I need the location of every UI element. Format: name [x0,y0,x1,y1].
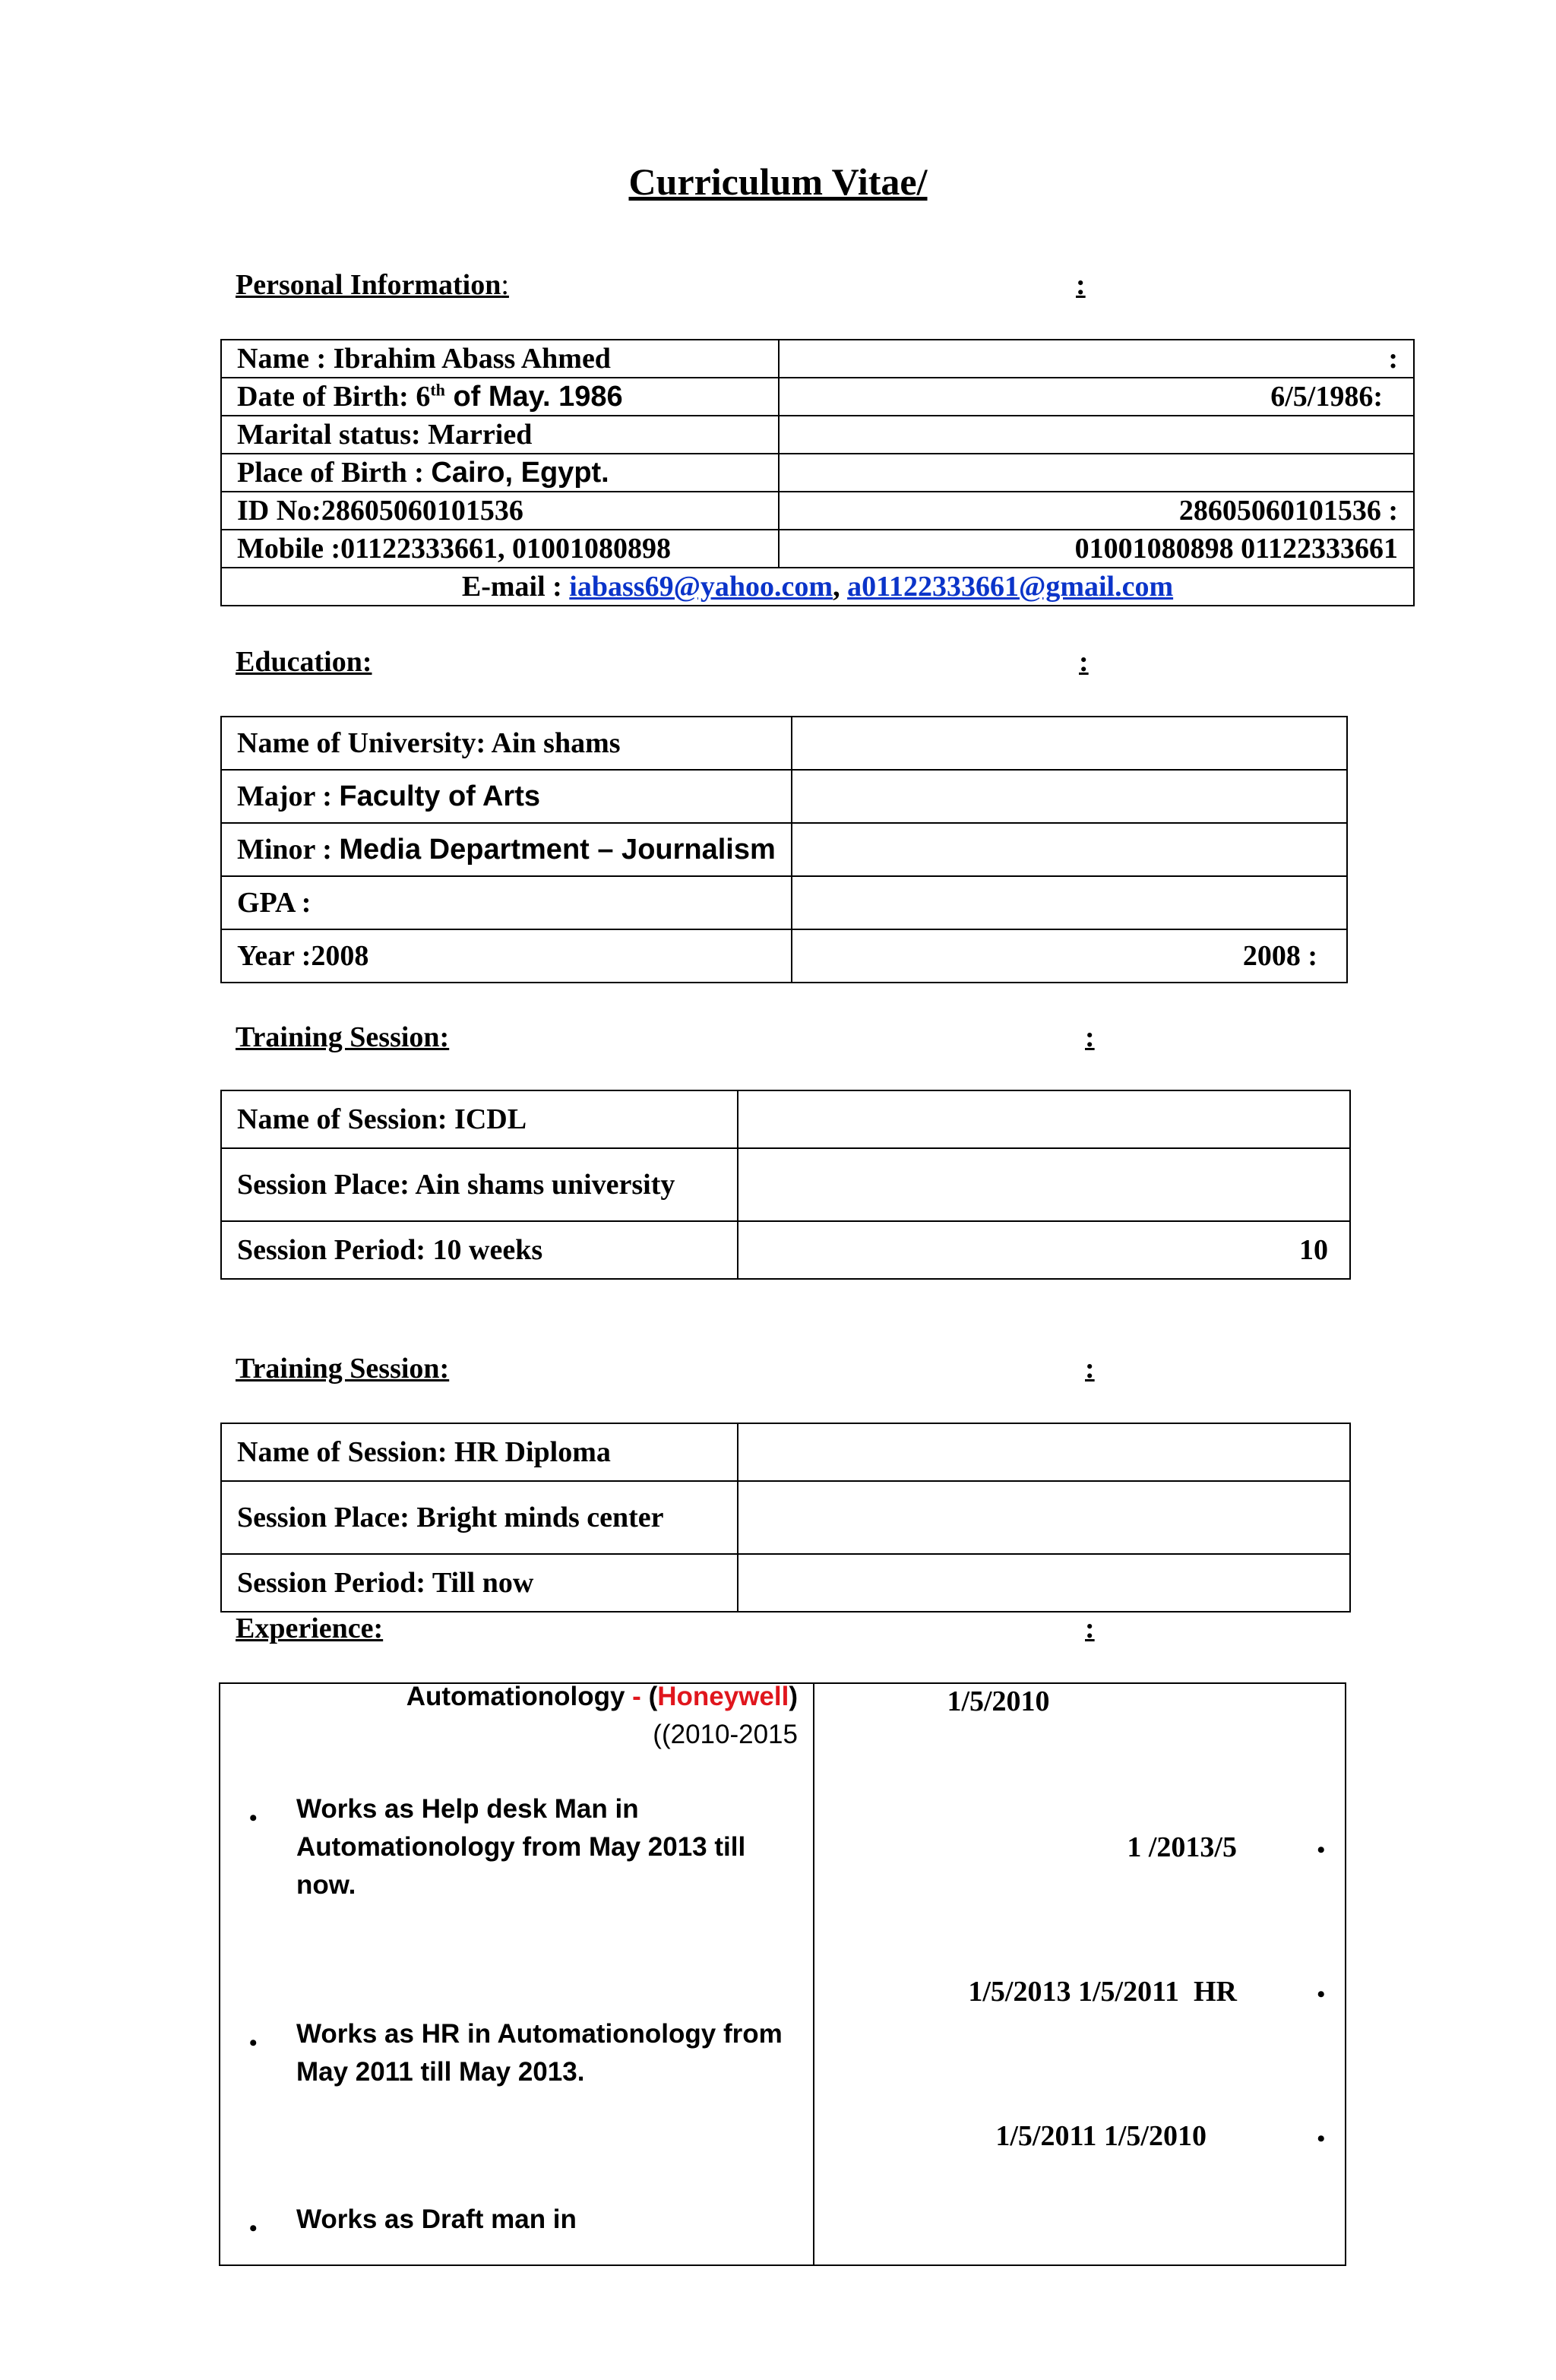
major-cell [221,770,792,823]
major-pre: Major : [237,780,340,812]
table-row [221,770,1347,823]
personal-heading [236,271,509,299]
table-row [221,929,1347,983]
table-row [221,823,1347,876]
session1-place-cell-right [738,1148,1350,1221]
experience-table [219,1682,1346,2266]
session2-period-cell: Session Period: Till now [221,1554,738,1612]
table-row [221,1221,1350,1279]
table-row [221,454,1414,492]
table-row [221,1481,1350,1554]
session2-name-cell-right [738,1423,1350,1481]
gpa-cell: GPA : [221,876,792,929]
bullet-3: • [249,2216,258,2241]
university-cell-right [792,717,1347,770]
session2-place-cell: Session Place: Bright minds center [221,1481,738,1554]
year-cell-right: 2008 : [792,929,1347,983]
table-row [221,378,1414,416]
gpa-cell-right [792,876,1347,929]
personal-heading-colon: : [1076,269,1086,301]
training2-heading-colon: : [1085,1353,1095,1385]
session1-name-cell-right [738,1090,1350,1148]
major-sans: Faculty of Arts [339,780,540,812]
bullet-right-3: • [1317,2126,1325,2151]
table-row [221,876,1347,929]
brand-close: ) [789,1682,798,1711]
minor-sans: Media Department – Journalism [339,834,776,866]
mobile-cell-right: 01001080898 01122333661 [779,530,1415,568]
session1-place-cell: Session Place: Ain shams university [221,1148,738,1221]
dob-cell-right: 6/5/1986: [779,378,1415,416]
bullet-1: • [249,1806,258,1831]
email-separator: , [833,571,848,603]
page-title: Curriculum Vitae/ [628,160,928,203]
name-cell-right: : [779,340,1415,378]
experience-heading: Experience: [236,1613,384,1644]
pob-cell [221,454,779,492]
university-cell: Name of University: Ain shams [221,717,792,770]
personal-heading-text: Personal Information [236,269,501,301]
company-paren: ( [640,1682,658,1711]
training1-heading-colon: : [1085,1021,1095,1053]
table-row [221,1423,1350,1481]
training2-heading: Training Session: [236,1353,450,1385]
year-cell: Year :2008 [221,929,792,983]
table-row [221,1090,1350,1148]
table-row [221,568,1414,606]
minor-cell-right [792,823,1347,876]
experience-right-item-2: 1/5/2013 1/5/2011 HR [968,1976,1237,2008]
table-row [221,1554,1350,1612]
dob-cell [221,378,779,416]
experience-right-start: 1/5/2010 [947,1685,1050,1717]
experience-item-1: Works as Help desk Man in Automationology from May 2013 till now. [296,1794,746,1900]
column-divider [813,1684,814,2264]
training1-heading: Training Session: [236,1021,450,1053]
minor-cell [221,823,792,876]
company-line [406,1678,798,1716]
experience-heading-colon: : [1085,1613,1095,1644]
education-table [220,716,1348,983]
personal-table [220,339,1415,606]
pob-pre: Place of Birth : [237,457,432,489]
experience-right-item-3: 1/5/2011 1/5/2010 [995,2120,1207,2152]
email-cell [221,568,1414,606]
personal-heading-suffix: : [501,269,509,301]
bullet-2: • [249,2030,258,2056]
session1-period-cell-right: 10 [738,1221,1350,1279]
training1-table [220,1090,1351,1280]
table-row [221,340,1414,378]
table-row [221,416,1414,454]
pob-cell-right [779,454,1415,492]
table-row [221,492,1414,530]
brand-name: Honeywell [657,1682,789,1711]
session2-place-cell-right [738,1481,1350,1554]
training2-table [220,1423,1351,1613]
email-link-yahoo[interactable]: iabass69@yahoo.com [569,571,833,603]
id-cell: ID No:28605060101536 [221,492,779,530]
education-heading: Education: [236,646,372,678]
marital-cell-right [779,416,1415,454]
company-name: Automationology [406,1682,625,1711]
table-row [221,1148,1350,1221]
email-label: E-mail : [461,571,570,603]
dob-sup: th [430,380,445,400]
pob-sans: Cairo, Egypt. [431,457,609,489]
experience-item-3: Works as Draft man in [296,2204,577,2234]
email-link-gmail[interactable]: a01122333661@gmail.com [847,571,1174,603]
bullet-right-1: • [1317,1837,1325,1863]
minor-pre: Minor : [237,834,340,866]
session1-name-cell: Name of Session: ICDL [221,1090,738,1148]
name-cell: Name : Ibrahim Abass Ahmed [221,340,779,378]
id-cell-right: 28605060101536 : [779,492,1415,530]
major-cell-right [792,770,1347,823]
mobile-cell: Mobile :01122333661, 01001080898 [221,530,779,568]
marital-cell: Marital status: Married [221,416,779,454]
company-years: ((2010-2015 [653,1720,798,1749]
dob-post: of May. 1986 [444,381,623,413]
session1-period-cell: Session Period: 10 weeks [221,1221,738,1279]
session2-name-cell: Name of Session: HR Diploma [221,1423,738,1481]
table-row [221,530,1414,568]
table-row [221,717,1347,770]
session2-period-cell-right [738,1554,1350,1612]
experience-item-2: Works as HR in Automationology from May 2011 till May 2013. [296,2019,783,2087]
experience-right-item-1: 1 /2013/5 [1127,1831,1237,1863]
bullet-right-2: • [1317,1982,1325,2007]
dob-pre: Date of Birth: 6 [237,381,431,413]
education-heading-colon: : [1079,646,1089,678]
company-dash: - [625,1682,641,1711]
